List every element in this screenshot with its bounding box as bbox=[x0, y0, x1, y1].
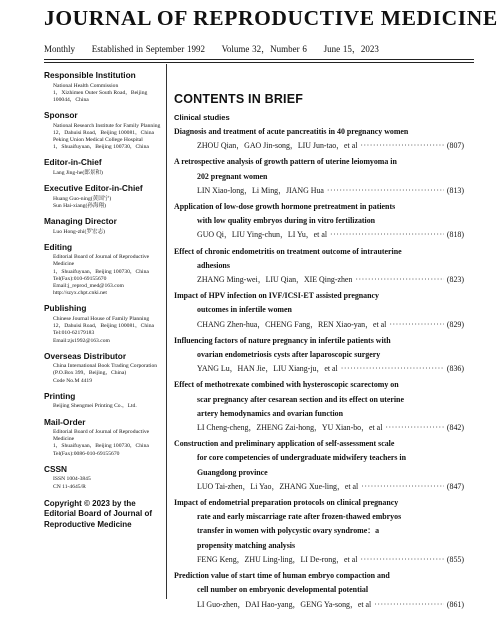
section-category: Clinical studies bbox=[174, 113, 230, 122]
article-entry[interactable] bbox=[174, 200, 464, 243]
article-page-number: (861) bbox=[446, 599, 464, 609]
masthead-text: China International Book Trading Corporation (P.O.Box 399，Beijing，China) Code No.M 4419 bbox=[53, 363, 158, 384]
masthead-section bbox=[44, 391, 162, 411]
masthead-text: ISSN 1004-3845 CN 11-4645/R bbox=[53, 476, 91, 490]
masthead-text: Editorial Board of Journal of Reproductive Medicine 1，Shuaifuyuan，Beijing 100730，China Tel(Fax):010-69155670 Email:j_reprod_med@163.com http://szyx.chpt.cnki.net bbox=[53, 254, 150, 297]
article-byline bbox=[174, 553, 464, 567]
article-title-line: adhesions bbox=[197, 260, 230, 270]
dot-leader bbox=[361, 480, 444, 494]
masthead-section bbox=[44, 70, 162, 104]
article-page-number: (813) bbox=[446, 185, 464, 195]
frequency: Monthly bbox=[44, 44, 76, 54]
article-page-number: (807) bbox=[446, 141, 464, 151]
article-authors: ZHOU Qian，GAO Jin-song，LIU Jun-tao，et al bbox=[197, 141, 358, 151]
article-title-line: Influencing factors of nature pregnancy in infertile patients with bbox=[174, 335, 391, 345]
header-rule-bottom bbox=[44, 62, 474, 63]
contents-title: CONTENTS IN BRIEF bbox=[174, 92, 304, 106]
article-byline bbox=[174, 362, 464, 376]
masthead-text: Chinese Journal House of Family Planning 12，Dahuisi Road，Beijing 100081，China Tel:010-62179183 Email:zjs1992@163.com bbox=[53, 315, 154, 344]
masthead-section bbox=[44, 216, 162, 236]
article-title bbox=[174, 289, 464, 317]
dot-leader bbox=[385, 421, 444, 435]
article-title-line: propensity matching analysis bbox=[197, 540, 296, 550]
volume-number: Volume 32，Number 6 bbox=[221, 44, 307, 54]
established: Established in September 1992 bbox=[91, 44, 205, 54]
article-page-number: (847) bbox=[446, 481, 464, 491]
dot-leader bbox=[341, 362, 444, 376]
masthead-text: National Health Commission 1，Xizhimen Outer South Road，Beijing 100044，China bbox=[53, 82, 148, 103]
masthead-section bbox=[44, 417, 162, 458]
masthead-text: National Research Institute for Family Planning 12，Dahuisi Road，Beijing 100081，China Peking Union Medical College Hospital 1，Shuaifuyuan，Beijing 100730，China bbox=[53, 122, 161, 151]
copyright-notice: Copyright © 2023 by the Editorial Board of Journal of Reproductive Medicine bbox=[44, 498, 153, 529]
article-byline bbox=[174, 480, 464, 494]
dot-leader bbox=[360, 553, 443, 567]
article-title-line: Effect of methotrexate combined with hysteroscopic scarectomy on bbox=[174, 380, 399, 390]
article-title bbox=[174, 334, 464, 362]
masthead-heading: Executive Editor-in-Chief bbox=[44, 183, 143, 194]
article-title bbox=[174, 569, 464, 597]
article-entry[interactable] bbox=[174, 334, 464, 377]
article-page-number: (836) bbox=[446, 364, 464, 374]
article-title-line: Diagnosis and treatment of acute pancreatitis in 40 pregnancy women bbox=[174, 127, 409, 136]
article-title-line: artery hemodynamics and ovarian function bbox=[197, 408, 343, 418]
article-entry[interactable] bbox=[174, 245, 464, 288]
article-byline bbox=[174, 318, 464, 332]
article-title-line: ovarian endometriosis cysts after laparoscopic surgery bbox=[197, 350, 381, 360]
article-title bbox=[174, 200, 464, 228]
masthead-text: Luo Hong-zhi(罗宏志) bbox=[53, 228, 106, 235]
article-page-number: (829) bbox=[446, 319, 464, 329]
dot-leader bbox=[327, 184, 444, 198]
article-title-line: rate and early miscarriage rate after frozen-thawed embryos bbox=[197, 512, 402, 522]
article-authors: GUO Qi，LIU Ying-chun，LI Yu，et al bbox=[197, 230, 328, 240]
dot-leader bbox=[374, 598, 444, 612]
dot-leader bbox=[355, 273, 444, 287]
article-authors: LI Cheng-cheng，ZHENG Zai-hong，YU Xian-bo，et al bbox=[197, 423, 383, 433]
masthead-section bbox=[44, 183, 162, 210]
article-title-line: for core competencies of undergraduate midwifery teachers in bbox=[197, 453, 406, 463]
article-title bbox=[174, 245, 464, 273]
article-title bbox=[174, 378, 464, 421]
masthead-section bbox=[44, 464, 162, 491]
masthead-heading: Editing bbox=[44, 241, 73, 252]
masthead-heading: Managing Director bbox=[44, 216, 117, 227]
article-title-line: cell number on embryonic developmental potential bbox=[197, 585, 369, 595]
masthead-section bbox=[44, 157, 162, 177]
article-title-line: 202 pregnant women bbox=[197, 171, 268, 181]
masthead-text: Huang Guo-ning(黄国宁) Sun Hai-xiang(孙海翔) bbox=[53, 195, 112, 209]
article-page-number: (842) bbox=[446, 423, 464, 433]
masthead-section bbox=[44, 351, 162, 385]
masthead-heading: Editor-in-Chief bbox=[44, 157, 102, 168]
header-rule-top bbox=[44, 59, 474, 60]
masthead-text: Lang Jing-he(郎景和) bbox=[53, 169, 103, 176]
article-entry[interactable] bbox=[174, 569, 464, 612]
article-entry[interactable] bbox=[174, 289, 464, 332]
article-title bbox=[174, 437, 464, 480]
masthead-sidebar bbox=[44, 70, 162, 530]
article-authors: CHANG Zhen-hua，CHENG Fang，REN Xiao-yan，et al bbox=[197, 319, 387, 329]
article-byline bbox=[174, 598, 464, 612]
masthead-heading: Sponsor bbox=[44, 110, 78, 121]
masthead-heading: Overseas Distributor bbox=[44, 350, 127, 361]
article-byline bbox=[174, 228, 464, 242]
masthead-heading: CSSN bbox=[44, 463, 68, 474]
article-authors: LI Guo-zhen，DAI Hao-yang，GENG Ya-song，et al bbox=[197, 599, 372, 609]
article-entry[interactable] bbox=[174, 125, 464, 153]
article-page-number: (855) bbox=[446, 554, 464, 564]
article-byline bbox=[174, 273, 464, 287]
article-title bbox=[174, 496, 464, 553]
article-entry[interactable] bbox=[174, 437, 464, 494]
masthead-section bbox=[44, 303, 162, 344]
article-title bbox=[174, 125, 464, 139]
masthead-section bbox=[44, 110, 162, 151]
article-title-line: A retrospective analysis of growth pattern of uterine leiomyoma in bbox=[174, 157, 397, 167]
article-entry[interactable] bbox=[174, 378, 464, 435]
article-title-line: Construction and preliminary application of self-assessment scale bbox=[174, 439, 395, 449]
article-byline bbox=[174, 139, 464, 153]
article-title-line: Guangdong province bbox=[197, 467, 268, 477]
article-authors: YANG Lu，HAN Jie，LIU Xiang-ju，et al bbox=[197, 364, 338, 374]
masthead-text: Beijing Shengmei Printing Co.，Ltd. bbox=[53, 403, 137, 410]
issue-date: June 15，2023 bbox=[323, 44, 379, 54]
dot-leader bbox=[389, 318, 444, 332]
article-title-line: Effect of chronic endometritis on treatment outcome of intrauterine bbox=[174, 246, 402, 256]
dot-leader bbox=[330, 228, 444, 242]
article-title-line: scar pregnancy after cesarean section and its effect on uterine bbox=[197, 394, 404, 404]
masthead-sections bbox=[44, 70, 162, 491]
masthead-heading: Printing bbox=[44, 390, 76, 401]
article-byline bbox=[174, 421, 464, 435]
article-title-line: Prediction value of start time of human embryo compaction and bbox=[174, 571, 390, 581]
contents-column bbox=[174, 92, 464, 614]
article-list bbox=[174, 125, 464, 612]
article-title-line: Impact of HPV infection on IVF/ICSI-ET assisted pregnancy bbox=[174, 291, 379, 301]
dot-leader bbox=[360, 139, 443, 153]
article-byline bbox=[174, 184, 464, 198]
article-title-line: Application of low-dose growth hormone pretreatment in patients bbox=[174, 202, 396, 212]
article-page-number: (823) bbox=[446, 275, 464, 285]
article-title bbox=[174, 155, 464, 183]
masthead-text: Editorial Board of Journal of Reproductive Medicine 1，Shuaifuyuan，Beijing 100730，China Tel(Fax):0086-010-69155670 bbox=[53, 429, 150, 457]
masthead-section bbox=[44, 242, 162, 298]
column-divider bbox=[166, 64, 167, 599]
masthead-heading: Responsible Institution bbox=[44, 70, 136, 80]
article-title-line: with low quality embryos during in vitro fertilization bbox=[197, 216, 376, 226]
article-authors: FENG Keng，ZHU Ling-ling，LI De-rong，et al bbox=[197, 554, 358, 564]
article-title-line: transfer in women with polycystic ovary syndrome：a bbox=[197, 526, 380, 536]
journal-subline bbox=[44, 42, 393, 55]
article-page-number: (818) bbox=[446, 230, 464, 240]
article-entry[interactable] bbox=[174, 155, 464, 198]
article-entry[interactable] bbox=[174, 496, 464, 567]
article-authors: LUO Tai-zhen，Li Yao，ZHANG Xue-ling，et al bbox=[197, 481, 359, 491]
journal-title: JOURNAL OF REPRODUCTIVE MEDICINE bbox=[44, 6, 498, 30]
masthead-heading: Publishing bbox=[44, 303, 87, 314]
masthead-heading: Mail-Order bbox=[44, 416, 86, 427]
article-title-line: Impact of endometrial preparation protocols on clinical pregnancy bbox=[174, 498, 399, 508]
article-authors: ZHANG Ming-wei，LIU Qian，XIE Qing-zhen bbox=[197, 275, 353, 285]
article-authors: LIN Xiao-long，Li Ming，JIANG Hua bbox=[197, 185, 324, 195]
article-title-line: outcomes in infertile women bbox=[197, 305, 292, 315]
